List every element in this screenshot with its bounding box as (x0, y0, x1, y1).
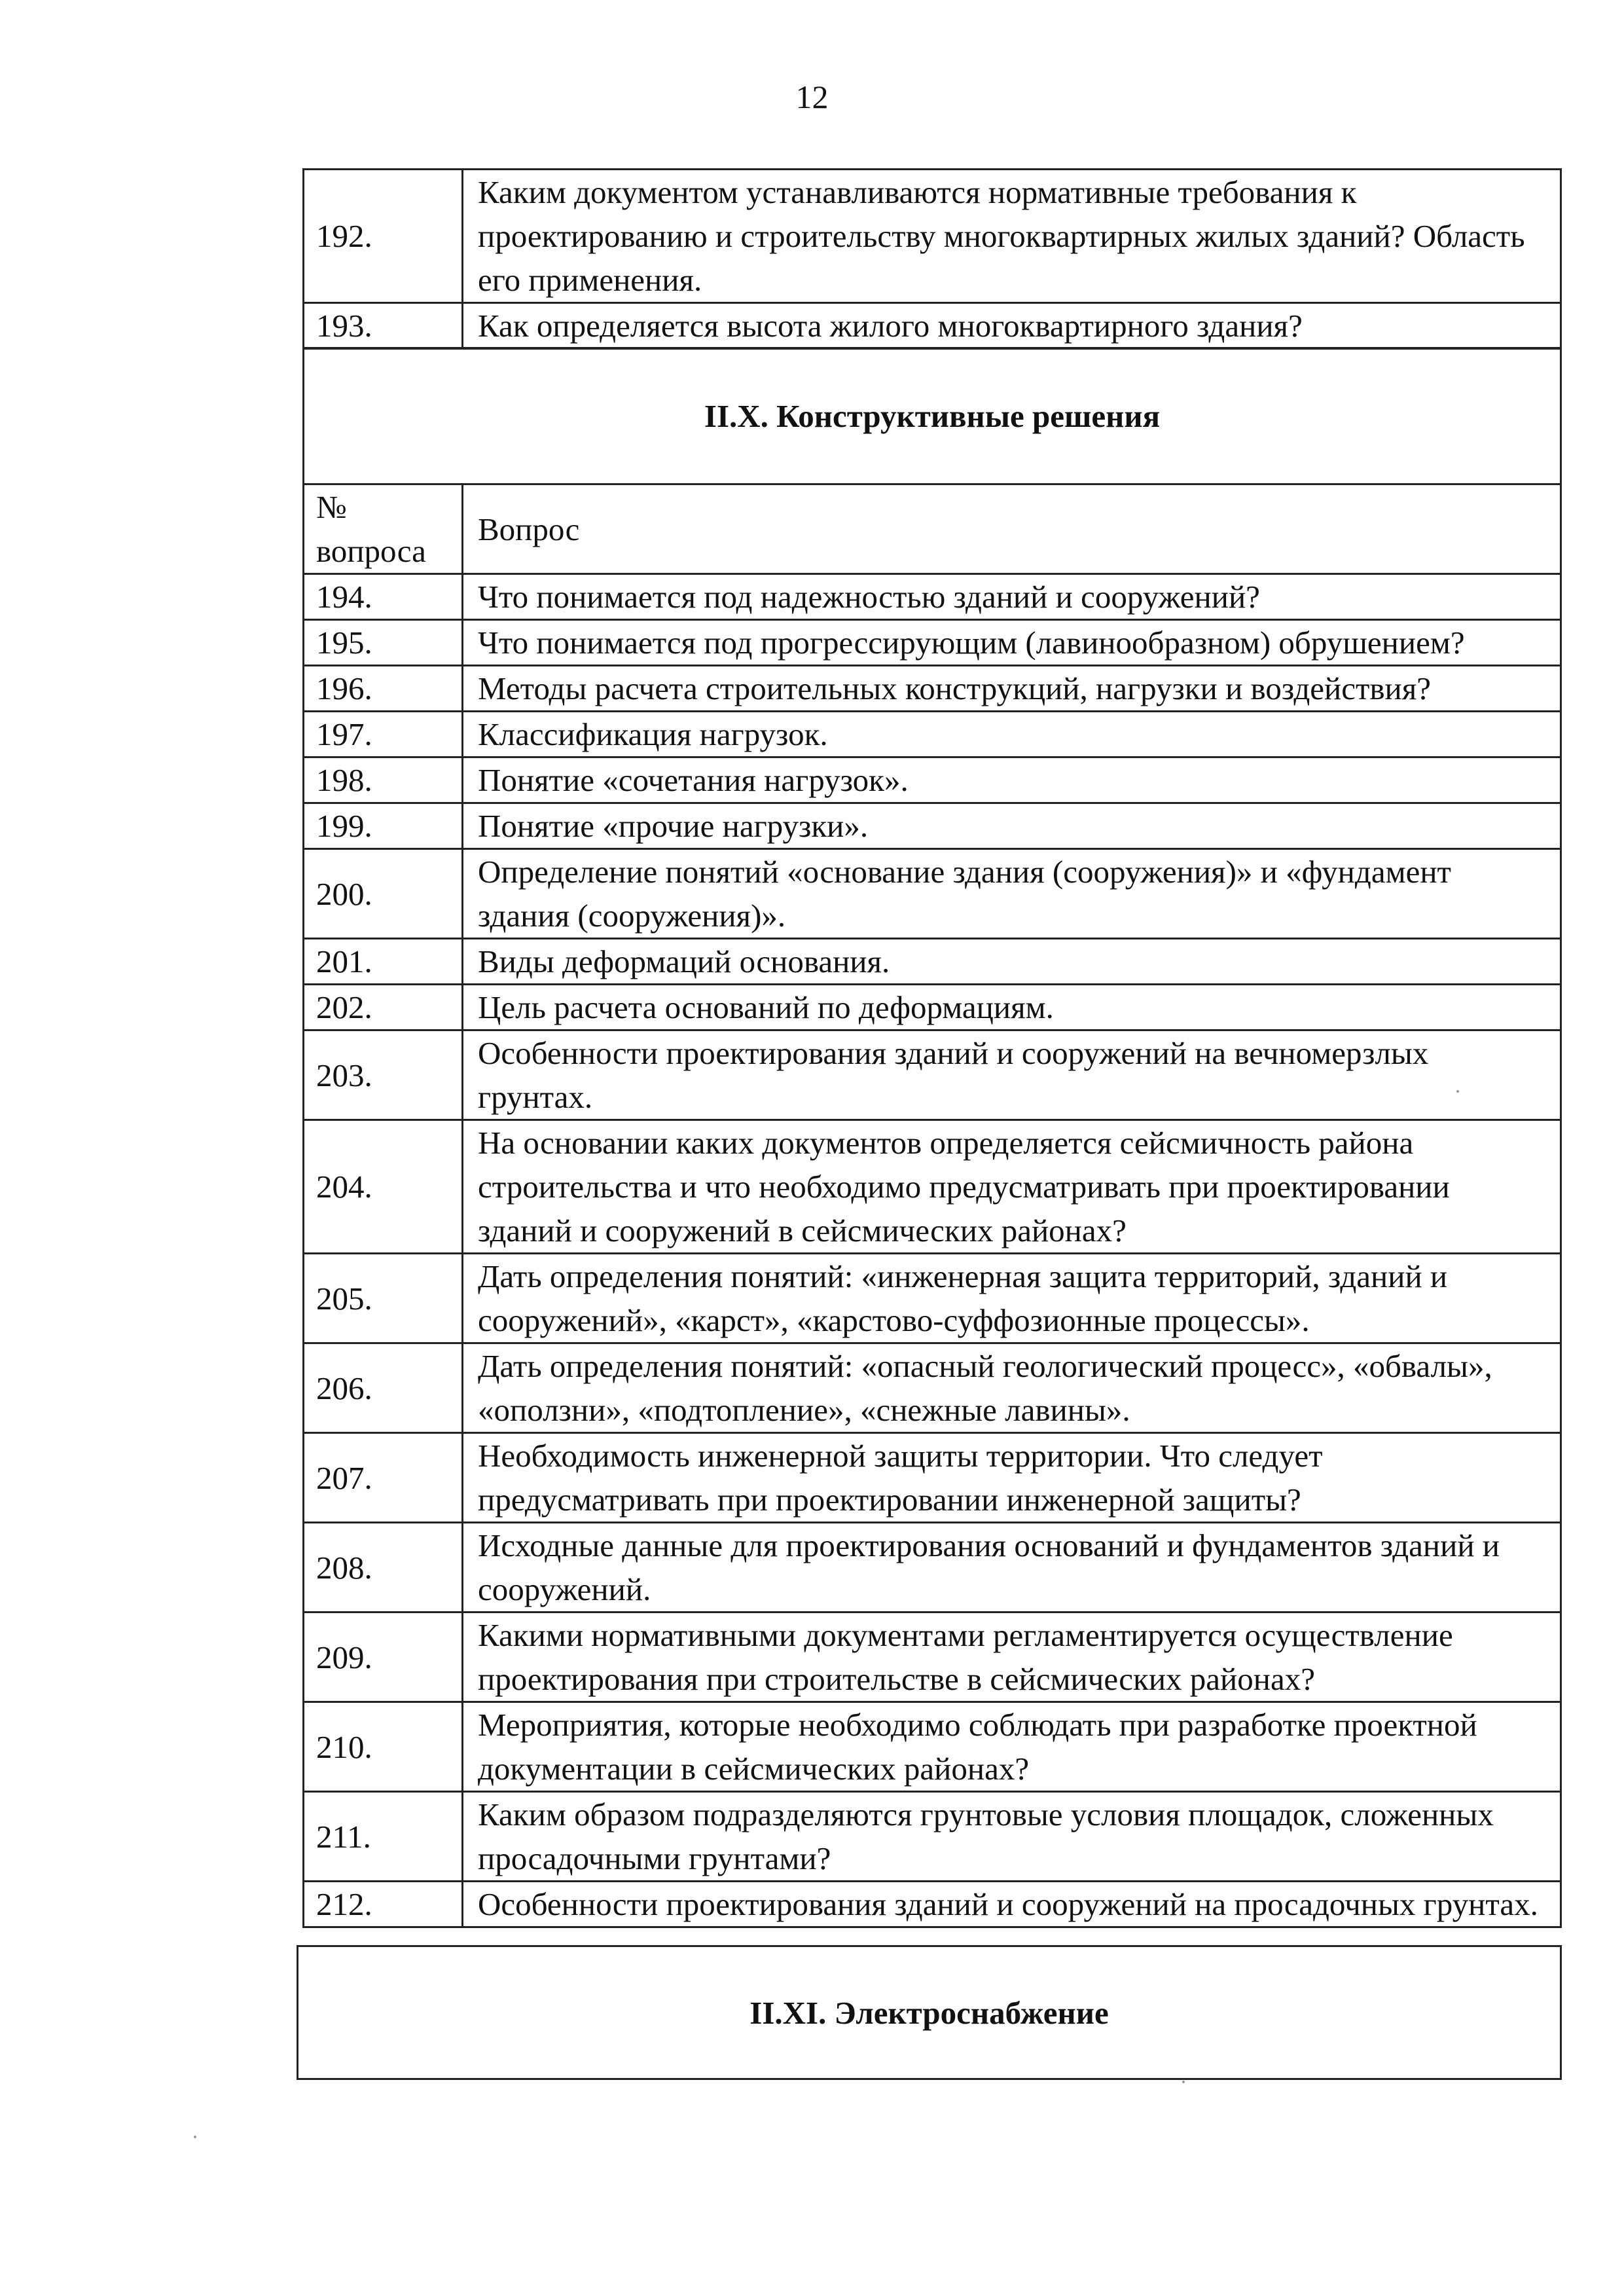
question-number: 196. (304, 666, 463, 712)
table-row (304, 574, 1561, 620)
question-text: Какими нормативными документами регламентируется осуществление проектирования при строительстве в сейсмических районах? (463, 1613, 1561, 1702)
scan-speck (194, 2136, 196, 2138)
table-row (304, 1613, 1561, 1702)
question-text: Методы расчета строительных конструкций, нагрузки и воздействия? (463, 666, 1561, 712)
question-number: 195. (304, 620, 463, 666)
table-row (304, 803, 1561, 849)
question-text: Понятие «сочетания нагрузок». (463, 757, 1561, 803)
table-row (304, 985, 1561, 1030)
table-row (304, 170, 1561, 303)
question-number: 211. (304, 1792, 463, 1882)
question-text: Исходные данные для проектирования оснований и фундаментов зданий и сооружений. (463, 1523, 1561, 1613)
table-row (304, 1792, 1561, 1882)
question-text: Необходимость инженерной защиты территории. Что следует предусматривать при проектировании инженерной защиты? (463, 1433, 1561, 1523)
table-row (304, 1702, 1561, 1792)
table-row (304, 939, 1561, 985)
table-row (304, 303, 1561, 349)
question-text: Дать определения понятий: «опасный геологический процесс», «обвалы», «оползни», «подтопление», «снежные лавины». (463, 1343, 1561, 1433)
section-xi-table (297, 1945, 1562, 2080)
question-text: Как определяется высота жилого многоквартирного здания? (463, 303, 1561, 349)
header-number-cell (304, 484, 463, 574)
question-number: 200. (304, 849, 463, 939)
question-number: 208. (304, 1523, 463, 1613)
section-title: II.X. Конструктивные решения (304, 348, 1561, 484)
page-number: 12 (795, 79, 829, 115)
table-body (304, 170, 1561, 349)
question-number: 212. (304, 1882, 463, 1927)
table-row (304, 1523, 1561, 1613)
table-row (304, 757, 1561, 803)
table-row (304, 666, 1561, 712)
scan-speck (1182, 2081, 1185, 2083)
section-x-table (302, 347, 1562, 1928)
question-text: Особенности проектирования зданий и сооружений на просадочных грунтах. (463, 1882, 1561, 1927)
question-number: 192. (304, 170, 463, 303)
table-row (304, 1030, 1561, 1120)
table-row (304, 1433, 1561, 1523)
question-text: Особенности проектирования зданий и сооружений на вечномерзлых грунтах. (463, 1030, 1561, 1120)
question-number: 203. (304, 1030, 463, 1120)
question-number: 210. (304, 1702, 463, 1792)
table-row (304, 1120, 1561, 1254)
question-number: 194. (304, 574, 463, 620)
question-number: 205. (304, 1254, 463, 1343)
section-title-row (304, 348, 1561, 484)
question-text: Классификация нагрузок. (463, 712, 1561, 757)
header-question-cell: Вопрос (463, 484, 1561, 574)
question-text: Каким образом подразделяются грунтовые условия площадок, сложенных просадочными грунтами? (463, 1792, 1561, 1882)
question-text: Виды деформаций основания. (463, 939, 1561, 985)
table-row (304, 849, 1561, 939)
question-text: Определение понятий «основание здания (сооружения)» и «фундамент здания (сооружения)». (463, 849, 1561, 939)
question-text: Цель расчета оснований по деформациям. (463, 985, 1561, 1030)
table-row (304, 1343, 1561, 1433)
section-title-row (298, 1946, 1561, 2079)
header-number-symbol: № (316, 489, 347, 525)
question-number: 207. (304, 1433, 463, 1523)
question-text: Понятие «прочие нагрузки». (463, 803, 1561, 849)
table-row (304, 712, 1561, 757)
question-text: Дать определения понятий: «инженерная защита территорий, зданий и сооружений», «карст», «карстово-суффозионные процессы». (463, 1254, 1561, 1343)
question-number: 198. (304, 757, 463, 803)
header-number-label: вопроса (316, 533, 426, 569)
table-row (304, 620, 1561, 666)
question-text: Что понимается под прогрессирующим (лавинообразном) обрушением? (463, 620, 1561, 666)
question-number: 201. (304, 939, 463, 985)
question-number: 209. (304, 1613, 463, 1702)
scan-speck (1456, 1090, 1459, 1093)
question-number: 206. (304, 1343, 463, 1433)
question-number: 204. (304, 1120, 463, 1254)
question-number: 202. (304, 985, 463, 1030)
question-number: 197. (304, 712, 463, 757)
question-number: 199. (304, 803, 463, 849)
header-row (304, 484, 1561, 574)
question-text: Каким документом устанавливаются нормативные требования к проектированию и строительству многоквартирных жилых зданий? Область его применения. (463, 170, 1561, 303)
question-text: Мероприятия, которые необходимо соблюдать при разработке проектной документации в сейсмических районах? (463, 1702, 1561, 1792)
section-title: II.XI. Электроснабжение (298, 1946, 1561, 2079)
table-body (304, 574, 1561, 1927)
table-row (304, 1882, 1561, 1927)
questions-table-continued (302, 168, 1562, 350)
table-row (304, 1254, 1561, 1343)
question-number: 193. (304, 303, 463, 349)
question-text: На основании каких документов определяется сейсмичность района строительства и что необходимо предусматривать при проектировании зданий и сооружений в сейсмических районах? (463, 1120, 1561, 1254)
question-text: Что понимается под надежностью зданий и сооружений? (463, 574, 1561, 620)
